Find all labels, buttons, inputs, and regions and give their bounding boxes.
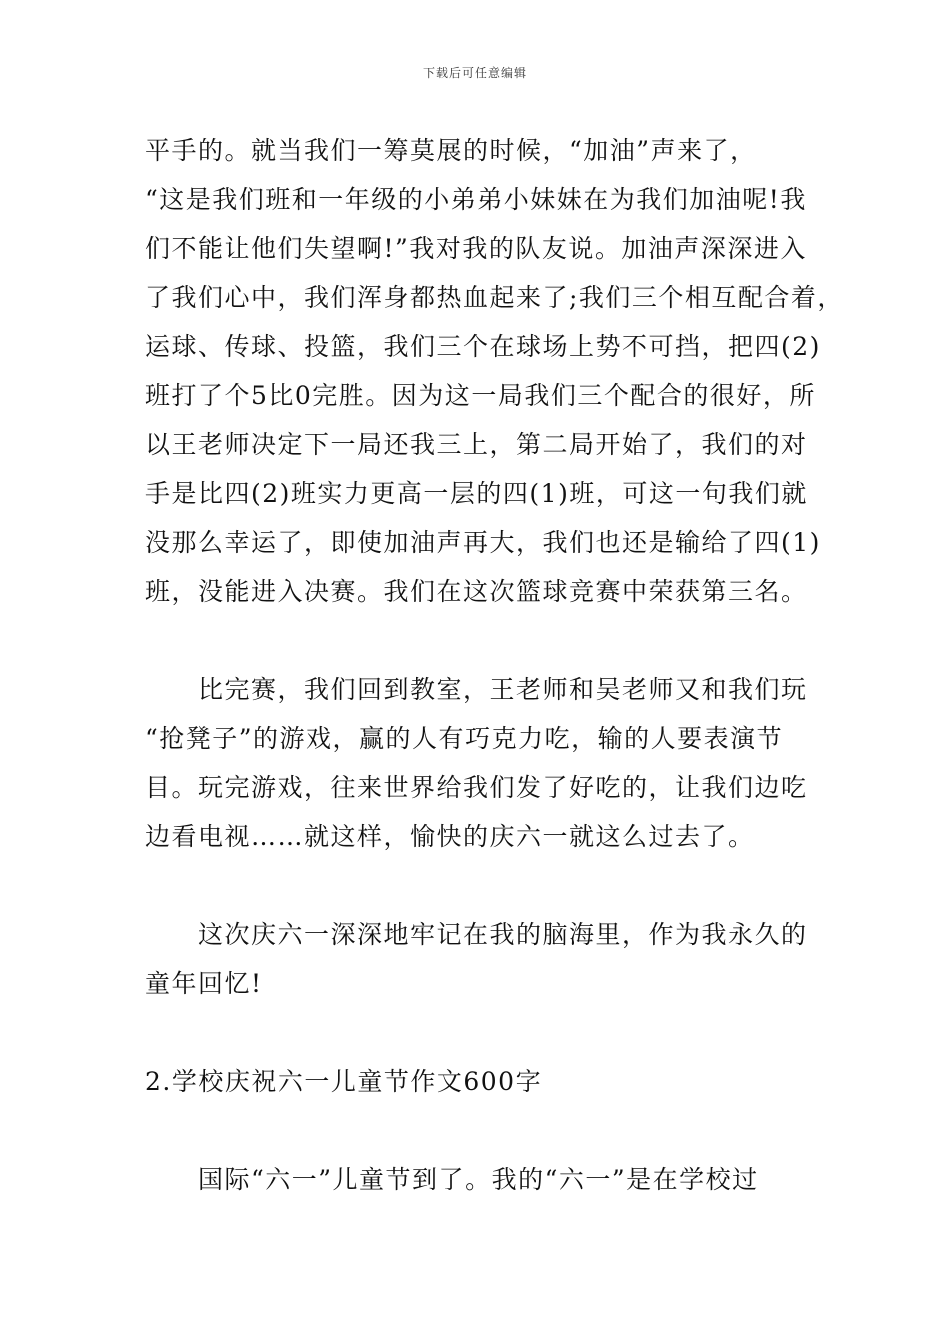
paragraph-basketball-match	[145, 126, 844, 616]
text-line: 手是比四(2)班实力更高一层的四(1)班，可这一句我们就	[145, 479, 808, 508]
text-line: 班，没能进入决赛。我们在这次篮球竞赛中荣获第三名。	[145, 577, 808, 606]
text-line: 比完赛，我们回到教室，王老师和吴老师又和我们玩	[145, 675, 808, 704]
section-heading	[145, 1057, 815, 1106]
text-line: 平手的。就当我们一筹莫展的时候，“加油”声来了，	[145, 136, 757, 165]
text-line: 目。玩完游戏，往来世界给我们发了好吃的，让我们边吃	[145, 773, 808, 802]
text-line: 这次庆六一深深地牢记在我的脑海里，作为我永久的	[145, 920, 808, 949]
text-line: 们不能让他们失望啊!”我对我的队友说。加油声深深进入	[145, 234, 807, 263]
document-body	[145, 126, 844, 1204]
paragraph-memory	[145, 910, 815, 1008]
text-line: 没那么幸运了，即使加油声再大，我们也还是输给了四(1)	[145, 528, 821, 557]
paragraph-classroom-game	[145, 665, 815, 861]
text-line: 了我们心中，我们浑身都热血起来了;我们三个相互配合着，	[145, 283, 844, 312]
page-header-note: 下载后可任意编辑	[422, 66, 527, 80]
text-line: 以王老师决定下一局还我三上，第二局开始了，我们的对	[145, 430, 808, 459]
text-line: “这是我们班和一年级的小弟弟小妹妹在为我们加油呢!我	[145, 185, 807, 214]
text-line: 国际“六一”儿童节到了。我的“六一”是在学校过	[145, 1165, 759, 1194]
text-line: 班打了个5比0完胜。因为这一局我们三个配合的很好，所	[145, 381, 816, 410]
text-line: 边看电视……就这样，愉快的庆六一就这么过去了。	[145, 822, 755, 851]
text-line: 童年回忆!	[145, 969, 263, 998]
text-line: “抢凳子”的游戏，赢的人有巧克力吃，输的人要表演节	[145, 724, 784, 753]
text-line: 运球、传球、投篮，我们三个在球场上势不可挡，把四(2)	[145, 332, 821, 361]
paragraph-childrens-day-intro	[145, 1155, 815, 1204]
heading-text: 2.学校庆祝六一儿童节作文600字	[145, 1067, 543, 1096]
